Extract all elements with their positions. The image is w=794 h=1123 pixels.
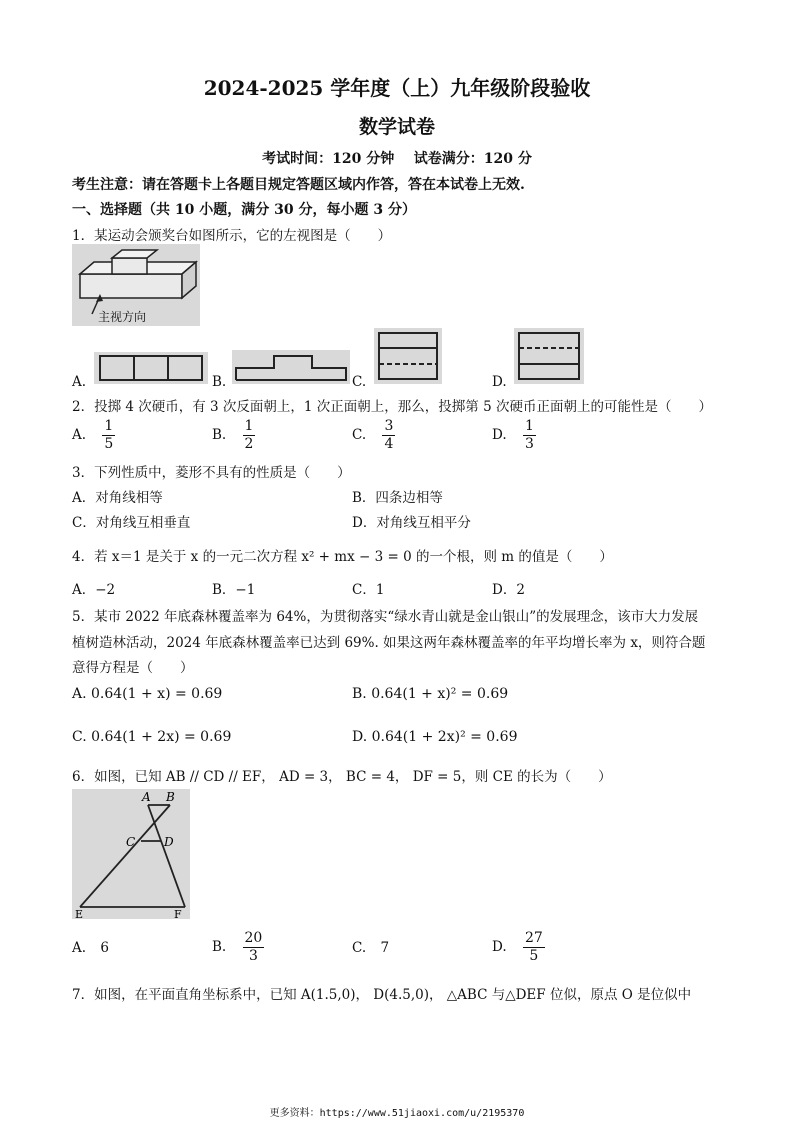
q4-stem: 4．若 x＝1 是关于 x 的一元二次方程 x² + mx − 3 = 0 的一个根，则 m 的值是（ ） — [72, 549, 613, 565]
q2-option-a-label: A. — [72, 427, 87, 443]
q4-option-a[interactable]: A．−2 — [72, 582, 116, 598]
q1-figure — [72, 244, 200, 326]
q6-stem: 6．如图，已知 AB // CD // EF， AD = 3， BC = 4， DF = 5，则 CE 的长为（ ） — [72, 769, 612, 785]
q3-stem: 3．下列性质中，菱形不具有的性质是（ ） — [72, 465, 351, 481]
q2-option-b[interactable] — [212, 418, 255, 453]
q6-option-b-den: 3 — [248, 948, 258, 964]
notice: 考生注意：请在答题卡上各题目规定答题区域内作答，答在本试卷上无效. — [72, 177, 525, 193]
q1-option-a-label[interactable]: A. — [72, 374, 87, 390]
q2-option-c-den: 4 — [384, 436, 394, 452]
q1-option-c-figure[interactable] — [374, 328, 442, 384]
q4-option-b[interactable]: B．−1 — [212, 582, 256, 598]
q2-option-c-label: C. — [352, 427, 367, 443]
q6-option-b-num: 20 — [244, 930, 263, 946]
q6-point-c: C — [126, 835, 136, 849]
q6-option-c-label: C. — [352, 940, 367, 956]
q1-stem: 1．某运动会颁奖台如图所示，它的左视图是（ ） — [72, 228, 392, 244]
q5-line-1: 5．某市 2022 年底森林覆盖率为 64%，为贯彻落实“绿水青山就是金山银山”的发展理念，该市大力发展 — [72, 609, 699, 625]
q2-option-d[interactable] — [492, 418, 536, 453]
q6-option-b-label: B. — [212, 939, 227, 955]
q5-option-b[interactable]: B. 0.64(1 + x)² = 0.69 — [352, 686, 509, 702]
q2-option-d-den: 3 — [524, 436, 534, 452]
q2-option-a-num: 1 — [104, 418, 114, 434]
q3-option-d[interactable]: D．对角线互相平分 — [352, 515, 471, 531]
q2-stem: 2．投掷 4 次硬币，有 3 次反面朝上，1 次正面朝上，那么，投掷第 5 次硬币正面朝上的可能性是（ ） — [72, 399, 712, 415]
q6-point-f: F — [174, 908, 182, 919]
q1-option-c-label[interactable]: C. — [352, 374, 367, 390]
q2-option-b-label: B. — [212, 427, 227, 443]
q5-option-c[interactable]: C. 0.64(1 + 2x) = 0.69 — [72, 729, 232, 745]
q2-option-c-fraction — [382, 418, 395, 453]
footer-link[interactable]: 更多资料：https://www.51jiaoxi.com/u/2195370 — [269, 1108, 525, 1119]
q1-option-b-figure[interactable] — [232, 350, 350, 384]
q3-option-b[interactable]: B．四条边相等 — [352, 490, 443, 506]
q2-option-d-num: 1 — [524, 418, 534, 434]
q2-option-a-den: 5 — [104, 436, 114, 452]
section-heading: 一、选择题（共 10 小题，满分 30 分，每小题 3 分） — [72, 202, 416, 218]
q6-option-a[interactable] — [72, 940, 109, 956]
exam-subtitle: 数学试卷 — [358, 116, 435, 138]
q2-option-b-fraction — [243, 418, 256, 453]
q6-option-c[interactable] — [352, 940, 389, 956]
q5-option-a[interactable]: A. 0.64(1 + x) = 0.69 — [72, 686, 223, 702]
q3-option-a[interactable]: A．对角线相等 — [72, 490, 163, 506]
q6-option-d-den: 5 — [529, 948, 539, 964]
q2-option-d-fraction — [523, 418, 536, 453]
q6-option-a-label: A. — [72, 940, 87, 956]
q6-option-d-label: D. — [492, 939, 507, 955]
q6-option-d-num: 27 — [524, 930, 543, 946]
q7-stem: 7．如图，在平面直角坐标系中，已知 A(1.5,0)， D(4.5,0)， △ABC 与△DEF 位似，原点 O 是位似中 — [72, 987, 692, 1003]
q2-option-c-num: 3 — [384, 418, 394, 434]
q4-option-c[interactable]: C．1 — [352, 582, 385, 598]
q2-option-a[interactable] — [72, 418, 115, 453]
q6-option-a-value: 6 — [100, 940, 109, 956]
q2-option-c[interactable] — [352, 418, 395, 453]
q5-line-2: 植树造林活动，2024 年底森林覆盖率已达到 69%. 如果这两年森林覆盖率的年平均增长率为 x，则符合题 — [72, 635, 706, 651]
q1-option-a-figure[interactable] — [94, 352, 208, 384]
q2-option-a-fraction — [102, 418, 115, 453]
q6-option-c-value: 7 — [380, 940, 390, 956]
q6-point-d: D — [164, 835, 174, 849]
q6-point-e: E — [75, 908, 84, 919]
q1-option-d-figure[interactable] — [514, 328, 584, 384]
q1-figure-label: 主视方向 — [98, 310, 147, 324]
q6-point-b: B — [166, 790, 175, 804]
q4-option-d[interactable]: D．2 — [492, 582, 525, 598]
q6-option-b-fraction — [243, 930, 265, 965]
q6-option-b[interactable] — [212, 930, 264, 965]
q1-option-d-label[interactable]: D. — [492, 374, 507, 390]
q5-option-d[interactable]: D. 0.64(1 + 2x)² = 0.69 — [352, 729, 518, 745]
q3-option-c[interactable]: C．对角线互相垂直 — [72, 515, 191, 531]
q2-option-b-den: 2 — [244, 436, 254, 452]
q2-option-d-label: D. — [492, 427, 507, 443]
exam-info: 考试时间：120 分钟 试卷满分：120 分 — [262, 151, 532, 167]
q6-option-d-fraction — [523, 930, 545, 965]
q2-option-b-num: 1 — [244, 418, 254, 434]
exam-title: 2024-2025 学年度（上）九年级阶段验收 — [203, 76, 591, 100]
q6-option-d[interactable] — [492, 930, 545, 965]
q6-figure — [72, 789, 190, 919]
q1-option-b-label[interactable]: B. — [212, 374, 227, 390]
q5-line-3: 意得方程是（ ） — [72, 660, 194, 676]
q6-point-a: A — [142, 790, 151, 804]
